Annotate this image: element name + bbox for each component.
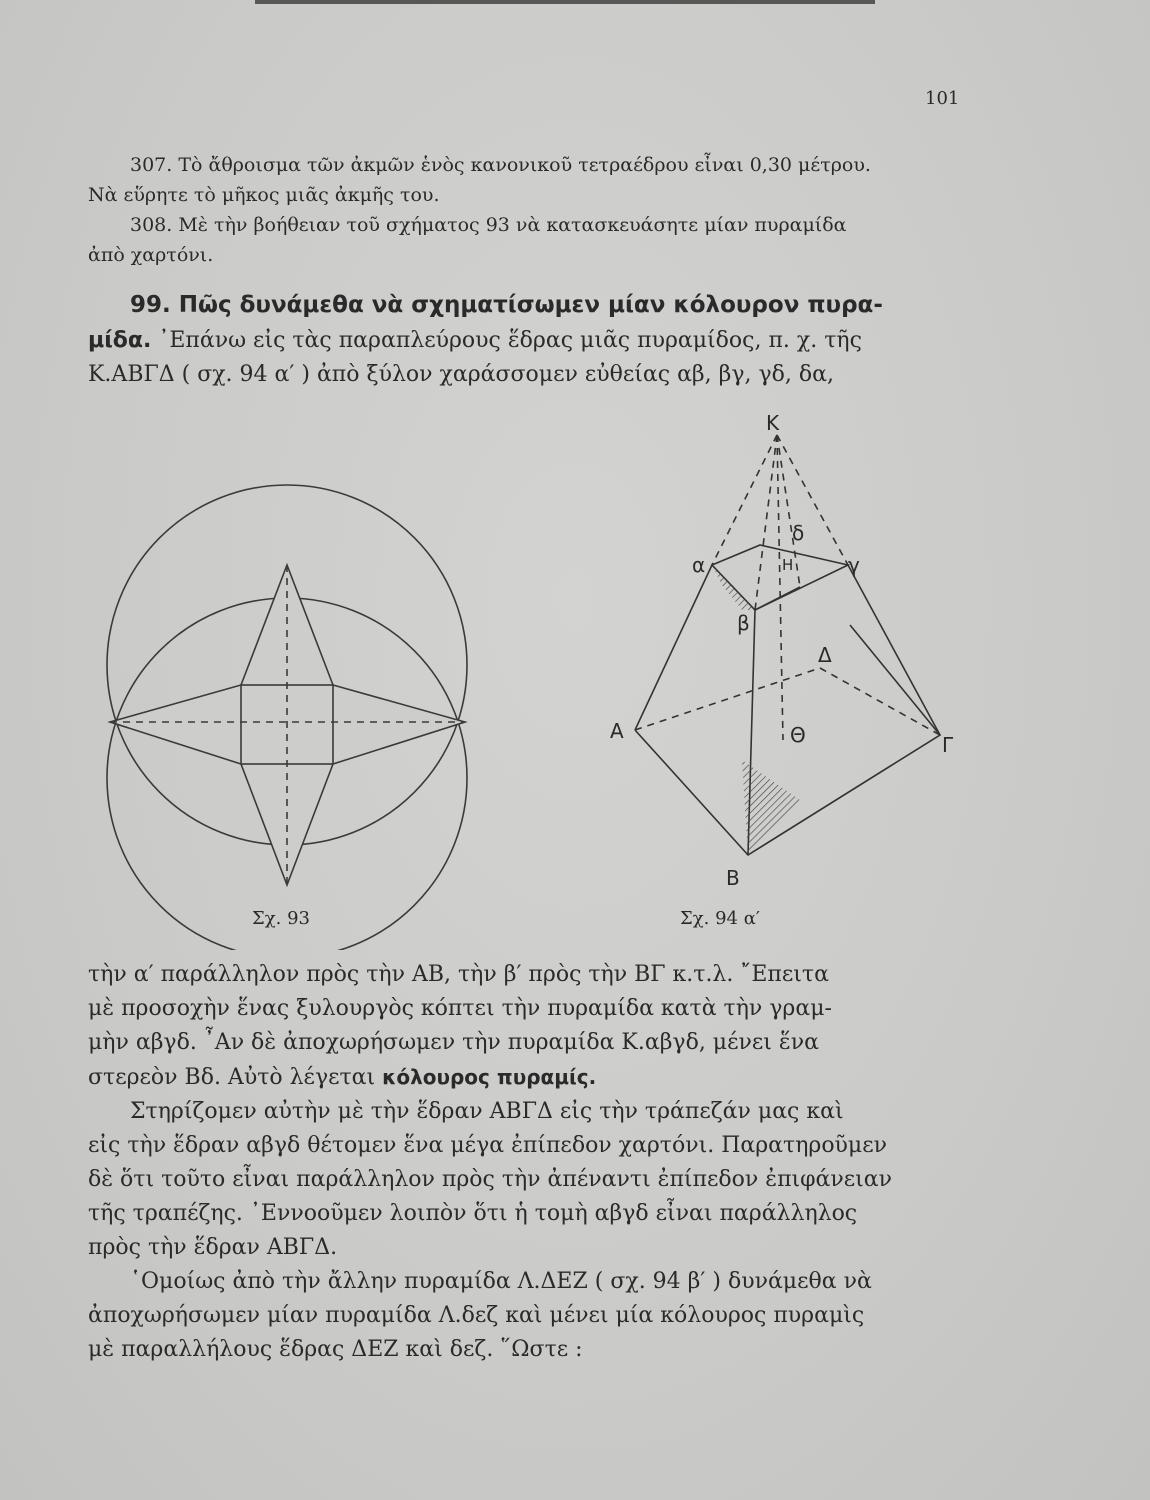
- body-line: τῆς τραπέζης. ᾿Εννοοῦμεν λοιπὸν ὅτι ἡ τομὴ αβγδ εἶναι παράλληλος: [88, 1201, 858, 1226]
- section-title: 99. Πῶς δυνάμεθα νὰ σχηματίσωμεν μίαν κόλουρον πυρα-: [130, 292, 883, 318]
- section-title-end: μίδα.: [88, 328, 152, 353]
- exercise-307-line1: 307. Τὸ ἄθροισμα τῶν ἀκμῶν ἑνὸς κανονικοῦ τετραέδρου εἶναι 0,30 μέτρου.: [130, 154, 871, 176]
- body-line: μὴν αβγδ. ῏Αν δὲ ἀποχωρήσωμεν τὴν πυραμίδα Κ.αβγδ, μένει ἕνα: [88, 1030, 819, 1055]
- exercise-308-line2: ἀπὸ χαρτόνι.: [88, 244, 214, 266]
- label-H: Η: [782, 556, 794, 574]
- label-gamma-small: γ: [848, 553, 860, 577]
- body-line: Στηρίζομεν αὐτὴν μὲ τὴν ἕδραν ΑΒΓΔ εἰς τὴν τράπεζάν μας καὶ: [130, 1099, 844, 1124]
- fig93-caption: Σχ. 93: [252, 908, 310, 929]
- body-text: [88, 958, 968, 1367]
- figure-93: [107, 485, 467, 950]
- label-Theta: Θ: [790, 723, 806, 747]
- body-line: μὲ προσοχὴν ἕνας ξυλουργὸς κόπτει τὴν πυραμίδα κατὰ τὴν γραμ-: [88, 996, 832, 1021]
- body-line: στερεὸν Βδ. Αὐτὸ λέγεται κόλουρος πυραμίς.: [88, 1065, 597, 1090]
- body-line: πρὸς τὴν ἕδραν ΑΒΓΔ.: [88, 1235, 338, 1260]
- page-number: 101: [925, 88, 960, 109]
- label-Delta-inner: Δ: [818, 643, 832, 667]
- section-line-2-text: ᾿Επάνω εἰς τὰς παραπλεύρους ἕδρας μιᾶς πυραμίδος, π. χ. τῆς: [158, 328, 862, 353]
- section-line-3: Κ.ΑΒΓΔ ( σχ. 94 α′ ) ἀπὸ ξύλον χαράσσομεν εὐθείας αβ, βγ, γδ, δα,: [88, 362, 834, 387]
- label-Gamma: Γ: [942, 733, 954, 757]
- body-line: δὲ ὅτι τοῦτο εἶναι παράλληλον πρὸς τὴν ἀπέναντι ἐπίπεδον ἐπιφάνειαν: [88, 1167, 893, 1192]
- figure-94a: [635, 435, 940, 855]
- fig94-labels: [610, 411, 954, 890]
- label-beta-small: β: [737, 611, 750, 635]
- label-K: Κ: [766, 411, 780, 435]
- term-truncated-pyramid: κόλουρος πυραμίς.: [382, 1065, 597, 1089]
- body-line: μὲ παραλλήλους ἕδρας ΔΕΖ καὶ δεζ. ῞Ωστε :: [88, 1337, 583, 1362]
- body-line: ἀποχωρήσωμεν μίαν πυραμίδα Λ.δεζ καὶ μένει μία κόλουρος πυραμὶς: [88, 1303, 865, 1328]
- body-line: ῾Ομοίως ἀπὸ τὴν ἄλλην πυραμίδα Λ.ΔΕΖ ( σχ. 94 β′ ) δυνάμεθα νὰ: [130, 1269, 872, 1294]
- fig94-edge-a: [635, 565, 712, 730]
- body-line: τὴν α′ παράλληλον πρὸς τὴν ΑΒ, τὴν β′ πρὸς τὴν ΒΓ κ.τ.λ. ῎Επειτα: [88, 962, 829, 987]
- label-A: Α: [610, 719, 624, 743]
- label-alpha-small: α: [692, 553, 706, 577]
- label-delta-small: δ: [792, 521, 805, 545]
- exercise-307-line2: Νὰ εὕρητε τὸ μῆκος μιᾶς ἀκμῆς του.: [88, 184, 440, 206]
- body-line: εἰς τὴν ἕδραν αβγδ θέτομεν ἕνα μέγα ἐπίπεδον χαρτόνι. Παρατηροῦμεν: [88, 1133, 888, 1158]
- fig94-caption: Σχ. 94 α′: [680, 908, 760, 929]
- fig94-base-visible: [635, 625, 940, 855]
- exercise-308-line1: 308. Μὲ τὴν βοήθειαν τοῦ σχήματος 93 νὰ κατασκευάσητε μίαν πυραμίδα: [130, 214, 847, 236]
- label-B: Β: [726, 866, 740, 890]
